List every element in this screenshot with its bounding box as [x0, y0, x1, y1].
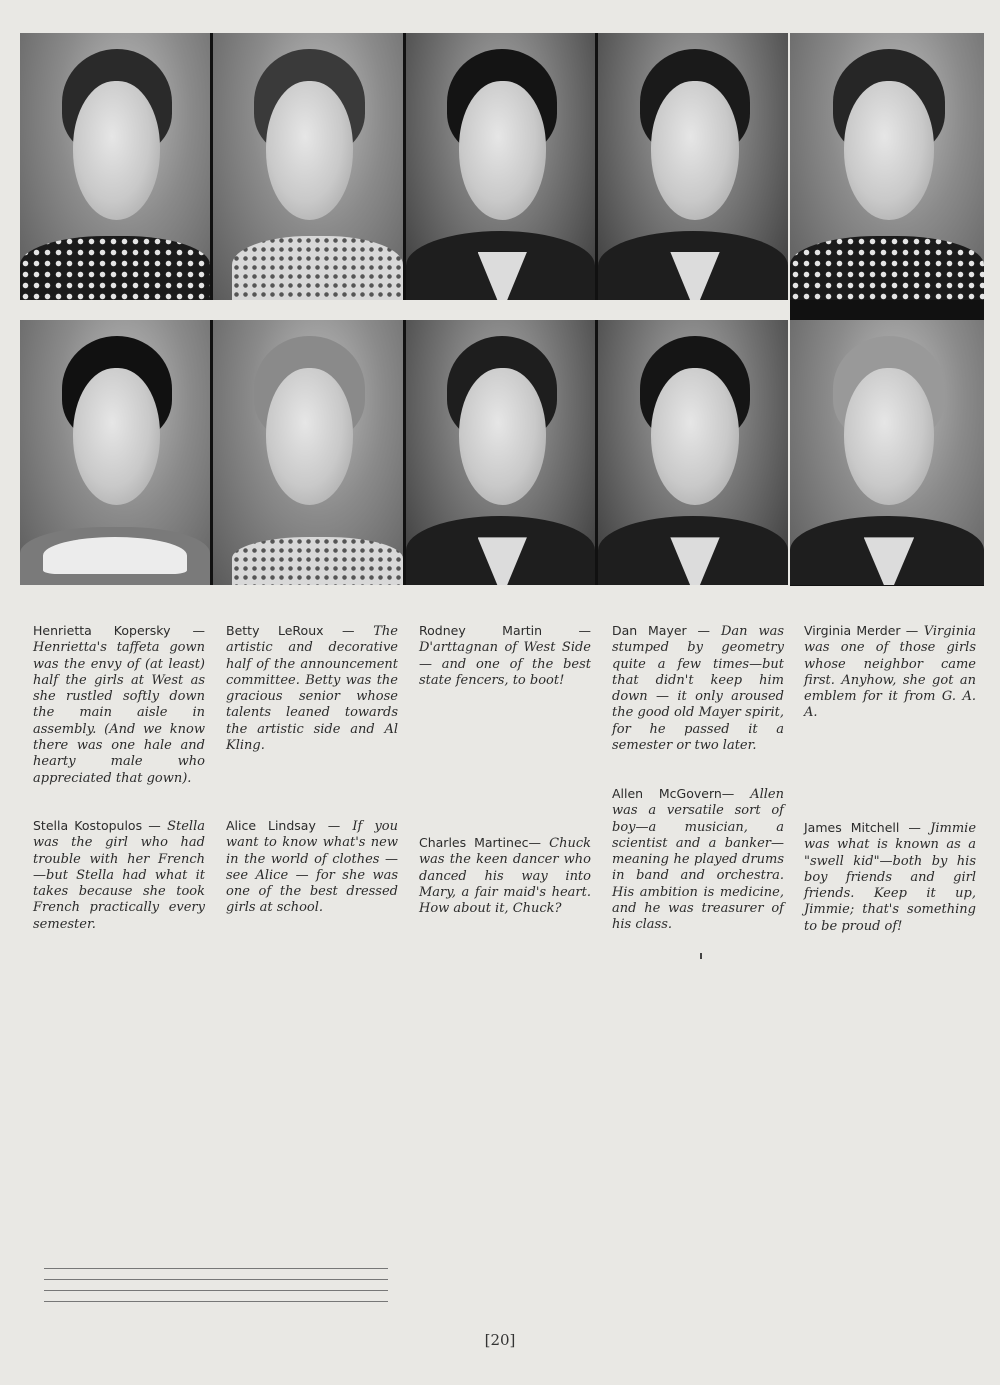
entry-name: Stella Kostopulos —: [33, 818, 161, 833]
entry-description: Chuck was the keen dancer who danced his way into Mary, a fair maid's heart. How about it, Chuck?: [419, 836, 591, 917]
portrait-leroux: [213, 33, 403, 300]
entry-mitchell: [804, 820, 976, 935]
portrait-martinec: [406, 320, 596, 585]
photo-column-right: [790, 33, 984, 586]
entry-name: Dan Mayer —: [612, 623, 710, 638]
entry-mcgovern: [612, 786, 784, 934]
entry-merder: [804, 623, 976, 722]
entry-description: The artistic and decorative half of the announcement committee. Betty was the gracious senior whose talents leaned towards the artistic side and Al Kling.: [226, 624, 398, 754]
entry-description: Allen was a versatile sort of boy—a musician, a scientist and a banker—meaning he played drums in band and orchestra. His ambition is medicine, and he was treasurer of his class.: [612, 787, 784, 933]
entry-name: Allen McGovern—: [612, 786, 735, 801]
entry-description: If you want to know what's new in the world of clothes — see Alice — for she was one of the best dressed girls at school.: [226, 819, 399, 916]
entry-kopersky: [33, 623, 205, 787]
entry-kostopulos: [33, 818, 205, 933]
entry-name: Alice Lindsay —: [226, 818, 341, 833]
entry-description: Jimmie was what is known as a "swell kid"—both by his boy friends and girl friends. Keep it up, Jimmie; that's something to be proud of!: [804, 821, 977, 934]
portrait-mitchell: [790, 320, 984, 585]
entry-description: Stella was the girl who had trouble with her French —but Stella had what it takes because she took French practically every semester.: [33, 819, 205, 932]
entry-name: Betty LeRoux —: [226, 623, 355, 638]
entry-mayer: [612, 623, 784, 754]
entry-lindsay: [226, 818, 398, 917]
photo-row-bottom: [20, 320, 788, 585]
entry-name: Virginia Merder —: [804, 623, 919, 638]
portrait-martin: [406, 33, 596, 300]
entry-name: James Mitchell —: [804, 820, 921, 835]
entry-description: Virginia was one of those girls whose neighbor came first. Anyhow, she got an emblem for it from G. A. A.: [804, 624, 976, 721]
portrait-lindsay: [213, 320, 403, 585]
print-speck: [700, 953, 702, 959]
entry-description: D'arttagnan of West Side— and one of the best state fencers, to boot!: [419, 640, 591, 688]
portrait-kopersky: [20, 33, 210, 300]
entry-martin: [419, 623, 591, 689]
entry-name: Rodney Martin —: [419, 623, 591, 638]
page-number: [20]: [484, 1331, 516, 1349]
entry-name: Charles Martinec—: [419, 835, 542, 850]
portrait-mayer: [598, 33, 788, 300]
portrait-merder: [790, 33, 984, 300]
portrait-mcgovern: [598, 320, 788, 585]
photo-row-top: [20, 33, 788, 300]
entry-leroux: [226, 623, 398, 754]
entry-name: Henrietta Kopersky —: [33, 623, 205, 638]
entry-description: Dan was stumped by geometry quite a few times—but that didn't keep him down — it only aroused the good old Mayer spirit, for he passed it a semester or two later.: [612, 624, 785, 754]
portrait-kostopulos: [20, 320, 210, 585]
autograph-lines: [44, 1268, 388, 1312]
entry-martinec: [419, 835, 591, 917]
entry-description: Henrietta's taffeta gown was the envy of (at least) half the girls at West as she rustled softly down the main aisle in assembly. (And we know there was one hale and hearty male who appreciated that gown).: [33, 640, 205, 786]
